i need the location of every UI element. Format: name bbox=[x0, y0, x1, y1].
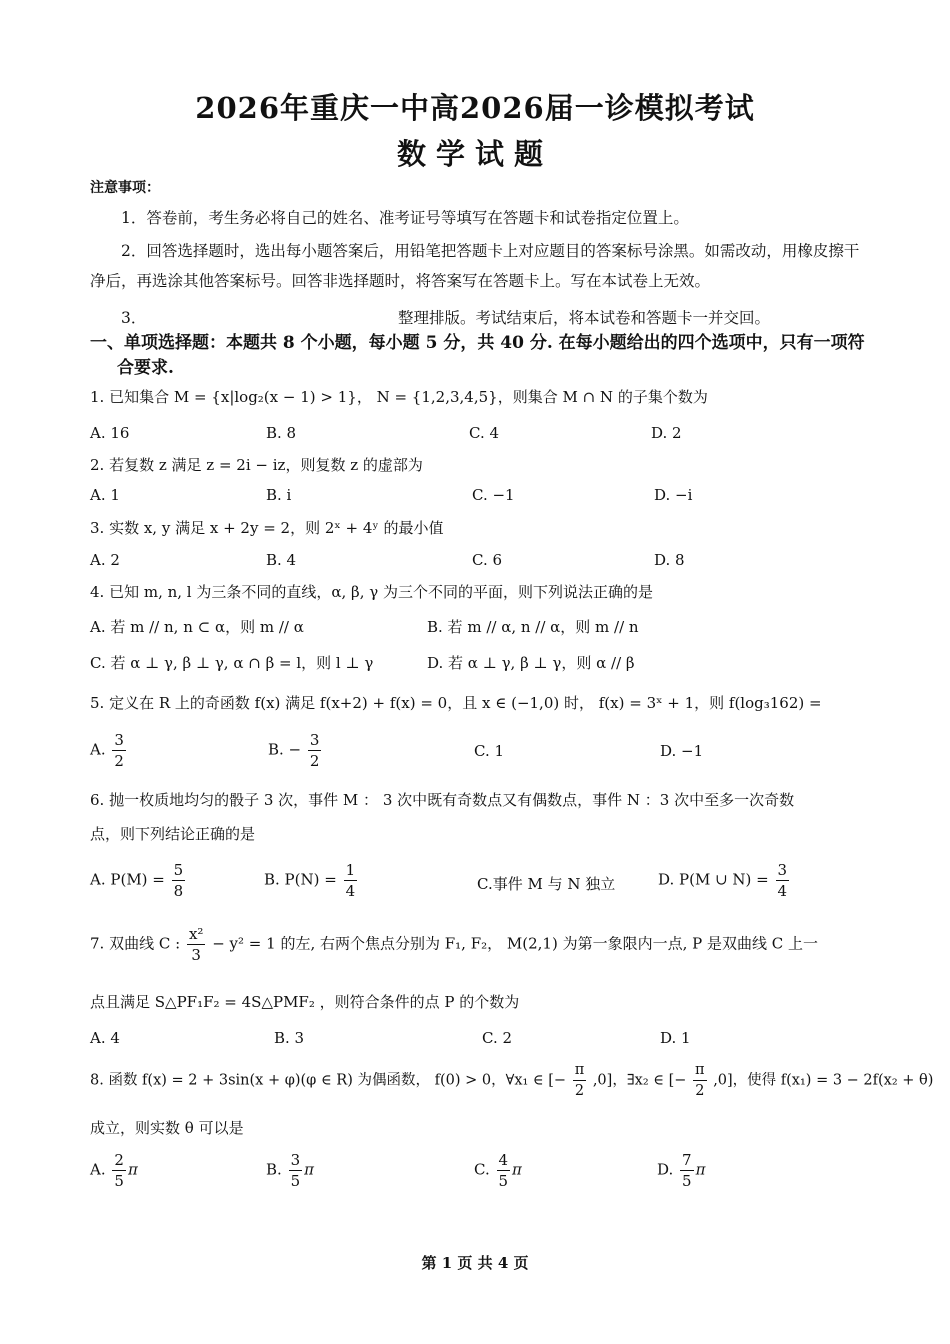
q8-option-b-fraction bbox=[289, 1150, 303, 1191]
fraction-denominator: 5 bbox=[114, 1172, 124, 1190]
q1-option-c: C. 4 bbox=[469, 424, 500, 442]
note-3-number: 3． bbox=[121, 309, 147, 327]
note-3-text: 整理排版。考试结束后，将本试卷和答题卡一并交回。 bbox=[398, 309, 771, 327]
q6-option-a bbox=[90, 860, 187, 901]
q3-option-d: D. 8 bbox=[654, 551, 685, 569]
q7-option-c: C. 2 bbox=[482, 1029, 513, 1047]
fraction-numerator: 5 bbox=[173, 861, 184, 879]
q4-option-b: B. 若 m // α, n // α，则 m // n bbox=[427, 618, 639, 636]
q2-option-a: A. 1 bbox=[90, 486, 120, 504]
q1-option-d: D. 2 bbox=[651, 424, 682, 442]
fraction-numerator: 1 bbox=[345, 861, 356, 879]
fraction-denominator: 4 bbox=[345, 882, 356, 900]
q7-stem-fraction bbox=[187, 924, 205, 965]
q8-option-d-fraction bbox=[680, 1150, 694, 1191]
pi-symbol: π bbox=[304, 1160, 314, 1179]
question-6-stem: 6. 抛一枚质地均匀的骰子 3 次，事件 M ： 3 次中既有奇数点又有偶数点，事件 N ：3 次中至多一次奇数 bbox=[90, 791, 795, 809]
fraction-denominator: 2 bbox=[309, 752, 320, 770]
q6-option-b-label: B. P(N) = bbox=[264, 870, 337, 889]
pi-symbol: π bbox=[512, 1160, 522, 1179]
fraction-numerator: π bbox=[573, 1060, 587, 1081]
question-3-stem: 3. 实数 x, y 满足 x + 2y = 2，则 2ˣ + 4ʸ 的最小值 bbox=[90, 519, 444, 537]
q3-option-a: A. 2 bbox=[90, 551, 120, 569]
q8-stem-fraction-1 bbox=[573, 1060, 587, 1101]
q6-option-b bbox=[264, 860, 359, 901]
notes-heading: 注意事项： bbox=[90, 180, 160, 196]
fraction-numerator: 7 bbox=[682, 1151, 692, 1169]
q7-stem-pre: 7. 双曲线 C : bbox=[90, 934, 181, 953]
fraction-denominator: 3 bbox=[191, 946, 201, 964]
q8-stem-post: ,0]，使得 f(x₁) = 3 − 2f(x₂ + θ) bbox=[713, 1072, 934, 1089]
q8-stem-pre: 8. 函数 f(x) = 2 + 3sin(x + φ)(φ ∈ R) 为偶函数， f(0) > 0，∀x₁ ∈ [− bbox=[90, 1072, 567, 1089]
q8-option-c-label: C. bbox=[474, 1160, 490, 1179]
question-4-stem: 4. 已知 m, n, l 为三条不同的直线，α, β, γ 为三个不同的平面，则下列说法正确的是 bbox=[90, 583, 653, 601]
q3-option-b: B. 4 bbox=[266, 551, 297, 569]
q5-option-c: C. 1 bbox=[474, 742, 505, 760]
q6-option-d bbox=[658, 860, 791, 901]
q7-option-d: D. 1 bbox=[660, 1029, 691, 1047]
fraction-denominator: 2 bbox=[695, 1083, 705, 1099]
q6-option-a-fraction bbox=[172, 860, 186, 901]
question-8-stem bbox=[90, 1060, 933, 1101]
pi-symbol: π bbox=[695, 1160, 706, 1179]
q2-option-c: C. −1 bbox=[472, 486, 515, 504]
q2-option-d: D. −i bbox=[654, 486, 693, 504]
question-7-stem-cont: 点且满足 S△PF₁F₂ = 4S△PMF₂ ，则符合条件的点 P 的个数为 bbox=[90, 993, 520, 1011]
question-6-stem-cont: 点，则下列结论正确的是 bbox=[90, 825, 256, 843]
fraction-denominator: 4 bbox=[777, 882, 788, 900]
q6-option-d-fraction bbox=[776, 860, 790, 901]
section-heading-text: 一、单项选择题：本题共 8 个小题，每小题 5 分，共 40 分. 在每小题给出的四个选项中，只有一项符合要求. bbox=[90, 333, 865, 378]
q6-option-d-label: D. P(M ∪ N) = bbox=[658, 870, 769, 889]
fraction-numerator: 4 bbox=[498, 1151, 509, 1169]
q7-option-a: A. 4 bbox=[90, 1029, 120, 1047]
q8-option-a-label: A. bbox=[90, 1160, 106, 1179]
q1-option-a: A. 16 bbox=[90, 424, 130, 442]
q4-option-a: A. 若 m // n, n ⊂ α，则 m // α bbox=[90, 618, 304, 636]
fraction-numerator: 2 bbox=[114, 1151, 124, 1169]
pi-symbol: π bbox=[127, 1160, 138, 1179]
q5-option-a-label: A. bbox=[90, 740, 106, 759]
q4-option-c: C. 若 α ⊥ γ, β ⊥ γ, α ∩ β = l，则 l ⊥ γ bbox=[90, 654, 374, 672]
section-heading bbox=[90, 331, 870, 381]
q8-option-d bbox=[657, 1150, 705, 1191]
fraction-numerator: 3 bbox=[290, 1151, 301, 1169]
fraction-denominator: 5 bbox=[290, 1172, 301, 1190]
q5-option-b-label: B. − bbox=[268, 740, 302, 759]
subject-title: 数学试题 bbox=[396, 137, 553, 171]
q8-option-c-fraction bbox=[497, 1150, 511, 1191]
q8-option-b-label: B. bbox=[266, 1160, 282, 1179]
question-2-stem: 2. 若复数 z 满足 z = 2i − iz，则复数 z 的虚部为 bbox=[90, 456, 423, 474]
fraction-numerator: 3 bbox=[309, 731, 320, 749]
q8-option-a bbox=[90, 1150, 138, 1191]
fraction-numerator: 3 bbox=[114, 731, 124, 749]
q3-option-c: C. 6 bbox=[472, 551, 503, 569]
q8-stem-fraction-2 bbox=[693, 1060, 707, 1101]
question-1-stem: 1. 已知集合 M = {x|log₂(x − 1) > 1}， N = {1,2,3,4,5}，则集合 M ∩ N 的子集个数为 bbox=[90, 388, 708, 406]
page-footer: 第 1 页 共 4 页 bbox=[421, 1254, 529, 1272]
q8-option-c bbox=[474, 1150, 522, 1191]
fraction-denominator: 2 bbox=[114, 752, 124, 770]
q6-option-a-label: A. P(M) = bbox=[90, 870, 165, 889]
q6-option-b-fraction bbox=[344, 860, 358, 901]
q5-option-d: D. −1 bbox=[660, 742, 704, 760]
q5-option-a bbox=[90, 730, 128, 771]
q5-option-b bbox=[268, 730, 323, 771]
q2-option-b: B. i bbox=[266, 486, 292, 504]
q4-option-d: D. 若 α ⊥ γ, β ⊥ γ，则 α // β bbox=[427, 654, 635, 672]
question-8-stem-cont: 成立，则实数 θ 可以是 bbox=[90, 1119, 244, 1137]
fraction-denominator: 8 bbox=[173, 882, 184, 900]
q6-option-c: C.事件 M 与 N 独立 bbox=[477, 875, 616, 893]
q7-stem-post: − y² = 1 的左, 右两个焦点分别为 F₁, F₂， M(2,1) 为第一象限内一点, P 是双曲线 C 上一 bbox=[212, 934, 818, 953]
note-2: 2．回答选择题时，选出每小题答案后，用铅笔把答题卡上对应题目的答案标号涂黑。如需改动，用橡皮擦干净后，再选涂其他答案标号。回答非选择题时，将答案写在答题卡上。写在本试卷上无效。 bbox=[90, 242, 860, 290]
note-1: 1．答卷前，考生务必将自己的姓名、准考证号等填写在答题卡和试卷指定位置上。 bbox=[121, 209, 689, 227]
q1-option-b: B. 8 bbox=[266, 424, 297, 442]
q8-option-b bbox=[266, 1150, 314, 1191]
q8-option-d-label: D. bbox=[657, 1160, 674, 1179]
fraction-numerator: π bbox=[693, 1060, 707, 1081]
fraction-numerator: 3 bbox=[777, 861, 788, 879]
fraction-denominator: 2 bbox=[574, 1083, 585, 1099]
q8-option-a-fraction bbox=[112, 1150, 126, 1191]
fraction-denominator: 5 bbox=[682, 1172, 692, 1190]
q8-stem-mid: ,0]，∃x₂ ∈ [− bbox=[592, 1072, 687, 1089]
exam-title: 2026年重庆一中高2026届一诊模拟考试 bbox=[195, 91, 755, 125]
fraction-denominator: 5 bbox=[498, 1172, 509, 1190]
q5-option-a-fraction bbox=[112, 730, 126, 771]
q5-option-b-fraction bbox=[308, 730, 322, 771]
question-7-stem bbox=[90, 924, 818, 965]
fraction-numerator: x² bbox=[188, 925, 204, 943]
question-5-stem: 5. 定义在 R 上的奇函数 f(x) 满足 f(x+2) + f(x) = 0，且 x ∈ (−1,0) 时， f(x) = 3ˣ + 1，则 f(log₃162) = bbox=[90, 694, 822, 712]
q7-option-b: B. 3 bbox=[274, 1029, 305, 1047]
